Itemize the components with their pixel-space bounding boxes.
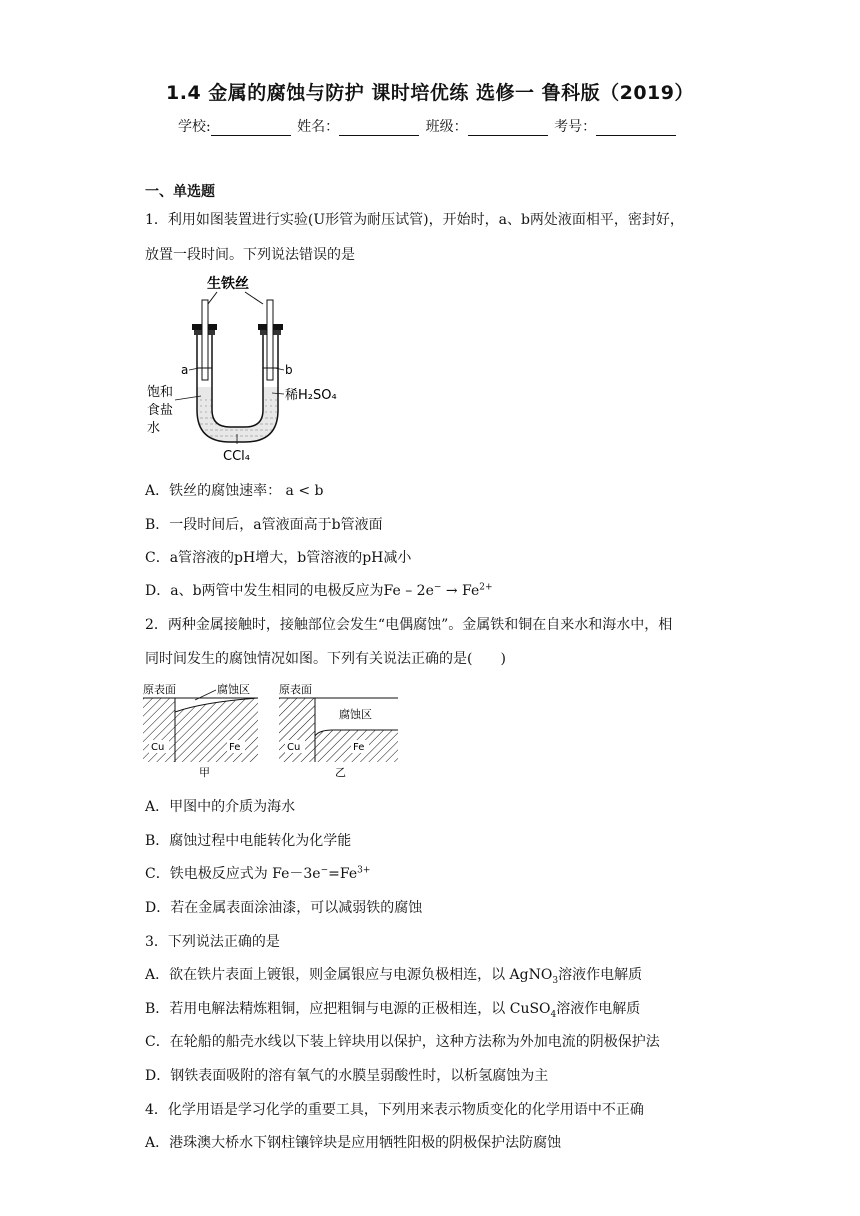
q2-option-b[interactable]: B．腐蚀过程中电能转化为化学能: [145, 833, 352, 849]
school-blank[interactable]: [211, 121, 291, 136]
jia-surface-label: 原表面: [143, 683, 176, 696]
jia-cu-label: Cu: [151, 742, 165, 753]
label-left-2: 食盐: [147, 403, 174, 418]
label-left-3: 水: [147, 421, 161, 436]
q2-option-d[interactable]: D．若在金属表面涂油漆，可以减弱铁的腐蚀: [145, 900, 423, 916]
page-title: 1.4 金属的腐蚀与防护 课时培优练 选修一 鲁科版（2019）: [166, 82, 694, 104]
q1-option-d-eq2: → Fe: [441, 583, 480, 599]
yi-cu-label: Cu: [287, 742, 301, 753]
q2-option-c-mid: =Fe: [328, 866, 358, 882]
q2-corrosion-figure: [143, 682, 403, 782]
q3-option-d[interactable]: D．钢铁表面吸附的溶有氧气的水膜呈弱酸性时，以析氢腐蚀为主: [145, 1068, 549, 1084]
label-a: a: [181, 363, 189, 377]
q2-option-c-text: C．铁电极反应式为 Fe－3e: [145, 866, 321, 882]
q2-stem-line2: 同时间发生的腐蚀情况如图。下列有关说法正确的是( ): [145, 651, 506, 667]
label-b: b: [285, 363, 293, 377]
q2-option-a[interactable]: A．甲图中的介质为海水: [145, 799, 296, 815]
q2-option-c[interactable]: [145, 863, 370, 883]
exam-no-label: 考号：: [554, 119, 597, 135]
q2-option-c-sup2: 3+: [357, 865, 371, 876]
yi-surface-label: 原表面: [279, 683, 312, 696]
q1-option-d[interactable]: [145, 580, 493, 600]
q3-option-b-sub: 4: [550, 1009, 557, 1020]
student-info-line: [178, 116, 678, 136]
q1-option-a[interactable]: A．铁丝的腐蚀速率： a < b: [145, 483, 324, 499]
name-blank[interactable]: [339, 121, 419, 136]
q1-option-d-sup2: 2+: [479, 582, 493, 593]
q3-option-a-text2: 溶液作电解质: [558, 967, 643, 983]
q1-u-tube-figure: [145, 272, 365, 464]
yi-caption: 乙: [335, 766, 346, 779]
school-label: 学校:: [178, 119, 211, 135]
exam-no-blank[interactable]: [596, 121, 676, 136]
q1-option-d-text: D．a、b两管中发生相同的电极反应为: [145, 583, 384, 599]
q3-stem: 3．下列说法正确的是: [145, 934, 280, 950]
class-blank[interactable]: [468, 121, 548, 136]
section-title: 一、单选题: [145, 184, 215, 200]
label-wire: 生铁丝: [207, 276, 249, 292]
q3-option-a[interactable]: [145, 964, 642, 986]
q4-option-a[interactable]: A．港珠澳大桥水下钢柱镶锌块是应用牺牲阳极的阴极保护法防腐蚀: [145, 1135, 562, 1151]
q1-stem-line1: 1．利用如图装置进行实验(U形管为耐压试管)，开始时，a、b两处液面相平，密封好，: [145, 212, 684, 228]
q1-option-d-eq: Fe – 2e: [383, 583, 434, 599]
class-label: 班级：: [425, 119, 468, 135]
q4-stem: 4．化学用语是学习化学的重要工具，下列用来表示物质变化的化学用语中不正确: [145, 1102, 644, 1118]
q2-option-c-sup1: −: [320, 865, 329, 876]
q3-option-b-text: B．若用电解法精炼粗铜，应把粗铜与电源的正极相连，以 CuSO: [145, 1001, 551, 1017]
q1-option-c[interactable]: C．a管溶液的pH增大，b管溶液的pH减小: [145, 550, 412, 566]
q3-option-b-text2: 溶液作电解质: [556, 1001, 641, 1017]
jia-caption: 甲: [199, 766, 210, 779]
q1-option-b[interactable]: B．一段时间后，a管液面高于b管液面: [145, 517, 383, 533]
q3-option-a-text: A．欲在铁片表面上镀银，则金属银应与电源负极相连，以 AgNO: [145, 967, 553, 983]
label-bottom: CCl₄: [223, 449, 250, 464]
q1-option-d-sup1: −: [433, 582, 442, 593]
label-right: 稀H₂SO₄: [285, 388, 337, 403]
jia-fe-label: Fe: [229, 742, 241, 753]
q3-option-a-sub: 3: [552, 975, 559, 986]
jia-zone-label: 腐蚀区: [217, 683, 250, 696]
yi-fe-label: Fe: [353, 742, 365, 753]
name-label: 姓名：: [297, 119, 340, 135]
label-left-1: 饱和: [147, 385, 174, 400]
q2-stem-line1: 2．两种金属接触时，接触部位会发生“电偶腐蚀”。金属铁和铜在自来水和海水中，相: [145, 617, 673, 633]
q3-option-b[interactable]: [145, 998, 640, 1020]
q1-stem-line2: 放置一段时间。下列说法错误的是: [145, 247, 355, 263]
q3-option-c[interactable]: C．在轮船的船壳水线以下装上锌块用以保护，这种方法称为外加电流的阴极保护法: [145, 1034, 660, 1050]
yi-zone-label: 腐蚀区: [339, 708, 372, 721]
